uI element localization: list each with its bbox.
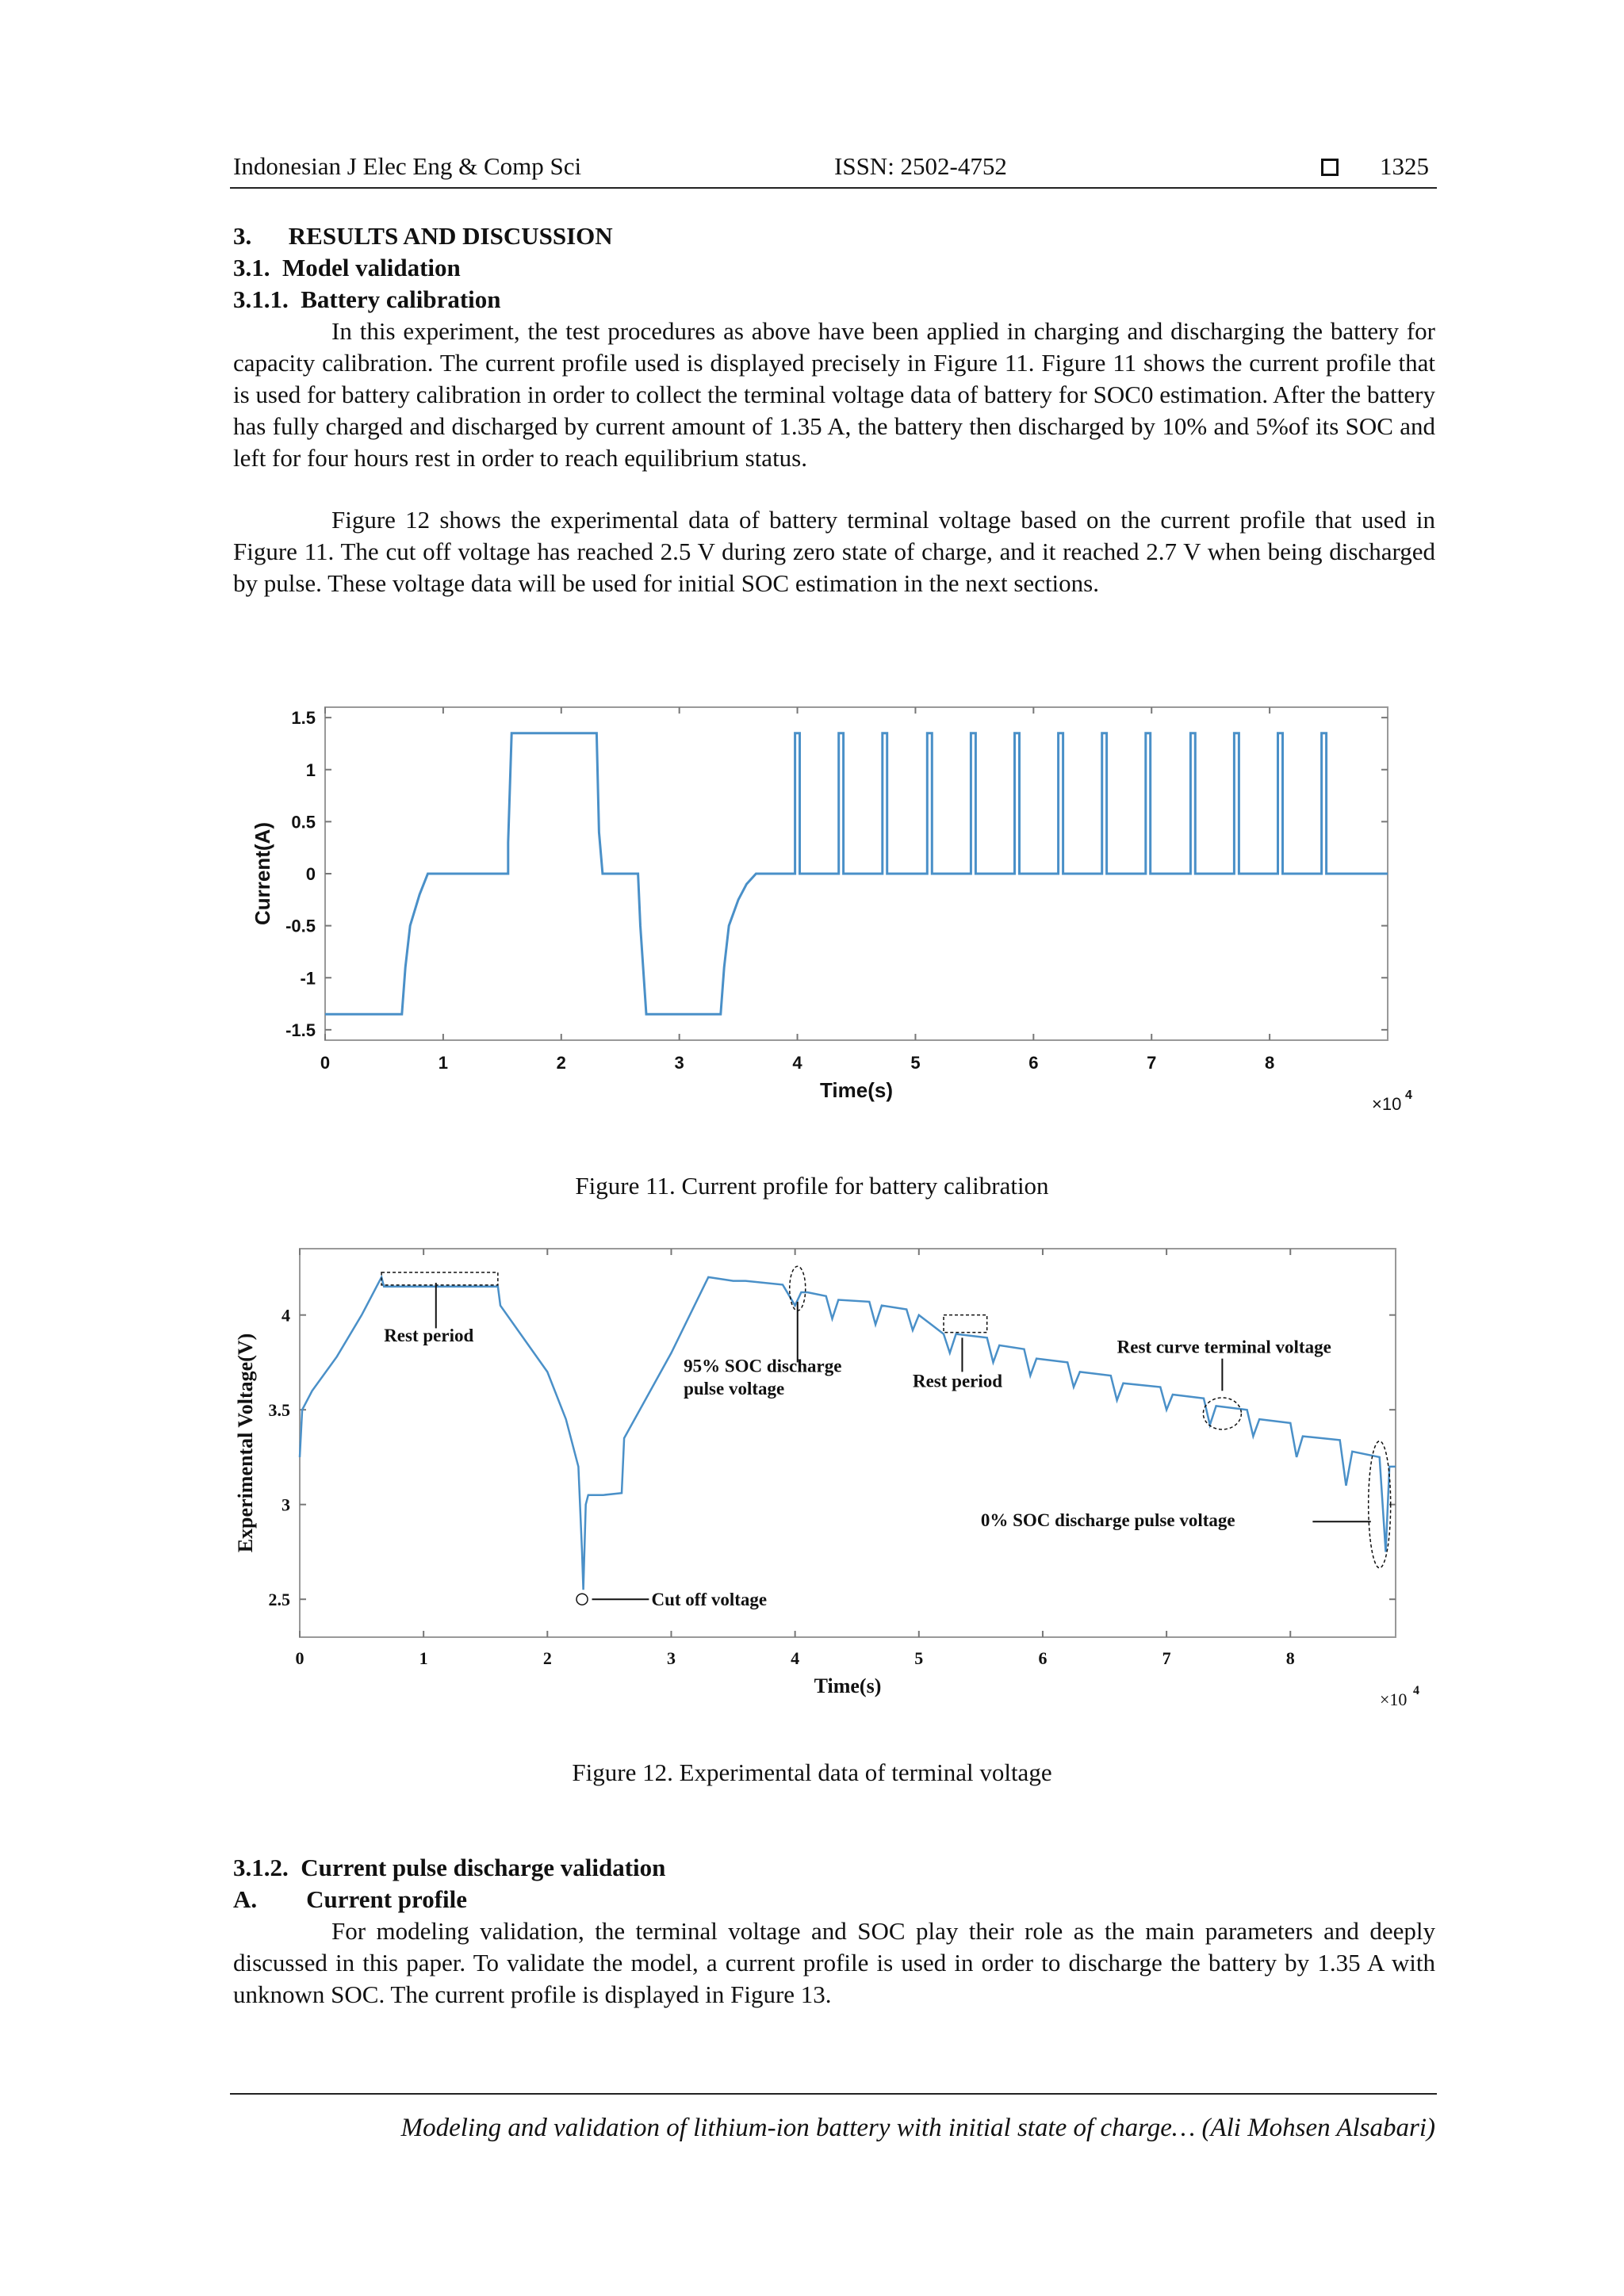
section-heading: 3. RESULTS AND DISCUSSION bbox=[233, 222, 613, 250]
y-tick-label: 0.5 bbox=[291, 812, 316, 832]
y-tick-label: -1.5 bbox=[285, 1020, 316, 1040]
annotation-rest-curve: Rest curve terminal voltage bbox=[1116, 1337, 1331, 1357]
y-axis-label: Current(A) bbox=[251, 822, 274, 925]
figure-12-caption: Figure 12. Experimental data of terminal voltage bbox=[572, 1758, 1052, 1786]
x-axis-label: Time(s) bbox=[820, 1078, 893, 1102]
page-marker bbox=[1321, 152, 1339, 181]
running-footer: Modeling and validation of lithium-ion battery with initial state of charge… (Ali Mohsen Alsabari) bbox=[400, 2114, 1435, 2142]
x-tick-label: 8 bbox=[1264, 1053, 1275, 1073]
rest-period-box-2 bbox=[944, 1315, 987, 1333]
x-tick-label: 2 bbox=[556, 1053, 566, 1073]
y-tick-label: 3 bbox=[282, 1494, 290, 1515]
x-tick-label: 0 bbox=[295, 1648, 304, 1668]
paragraph-current-profile: For modeling validation, the terminal voltage and SOC play their role as the main parameters and deeply discussed in this paper. To validate the model, a current profile is used in order to discharge the battery by 1.35 A with unknown SOC. The current profile is displayed in Figure 13. bbox=[233, 1917, 1435, 2008]
annotation-rest-period: Rest period bbox=[384, 1326, 474, 1346]
x-tick-label: 3 bbox=[674, 1053, 684, 1073]
subsubsection-heading: 3.1.1. Battery calibration bbox=[233, 285, 501, 313]
paragraph-calibration: In this experiment, the test procedures as above have been applied in charging and discharging the battery for capacity calibration. The current profile used is displayed precisely in Figure 11. Figure 11 shows the current profile that is used for battery calibration in order to collect the terminal voltage data of battery for SOC0 estimation. After the battery has fully charged and discharged by current amount of 1.35 A, the battery then discharged by 10% and 5%of its SOC and left for four hours rest in order to reach equilibrium status. bbox=[233, 317, 1435, 472]
y-tick-label: 2.5 bbox=[268, 1590, 290, 1610]
annotation-soc95: 95% SOC discharge bbox=[684, 1356, 842, 1376]
x-tick-label: 5 bbox=[910, 1053, 921, 1073]
y-axis-label: Experimental Voltage(V) bbox=[234, 1333, 257, 1553]
page-number: 1325 bbox=[1380, 152, 1429, 180]
subsection-heading: 3.1. Model validation bbox=[233, 254, 461, 281]
header-rule bbox=[230, 187, 1437, 189]
annotation-soc95-line2: pulse voltage bbox=[684, 1379, 785, 1399]
x-exponent: 4 bbox=[1405, 1089, 1412, 1102]
figure-12-chart bbox=[230, 1249, 1419, 1724]
rest-period-box bbox=[381, 1272, 498, 1285]
y-tick-label: -0.5 bbox=[285, 916, 316, 936]
x-tick-label: 1 bbox=[438, 1053, 449, 1073]
x-tick-label: 5 bbox=[914, 1648, 924, 1668]
subsection-a-heading: A. Current profile bbox=[233, 1885, 468, 1913]
y-tick-label: 1 bbox=[305, 760, 316, 780]
annotation-rest-period-2: Rest period bbox=[912, 1371, 1003, 1391]
annotation-cutoff: Cut off voltage bbox=[651, 1590, 768, 1610]
x-tick-label: 2 bbox=[542, 1648, 552, 1668]
x-tick-label: 1 bbox=[419, 1648, 428, 1668]
x-tick-label: 6 bbox=[1038, 1648, 1048, 1668]
y-tick-label: 4 bbox=[282, 1305, 290, 1326]
subsubsection-heading-2: 3.1.2. Current pulse discharge validation bbox=[233, 1854, 666, 1881]
x-exponent: 4 bbox=[1413, 1684, 1419, 1697]
x-tick-label: 3 bbox=[666, 1648, 676, 1668]
cutoff-marker bbox=[576, 1594, 588, 1605]
figure-12-plot bbox=[234, 1249, 1419, 1709]
x-tick-label: 6 bbox=[1028, 1053, 1039, 1073]
y-tick-label: -1 bbox=[300, 968, 316, 989]
voltage-series-line bbox=[300, 1277, 1396, 1590]
x-tick-label: 4 bbox=[792, 1053, 802, 1073]
x-tick-label: 8 bbox=[1285, 1648, 1295, 1668]
x-axis-label: Time(s) bbox=[814, 1674, 882, 1697]
figure-11-chart bbox=[246, 698, 1412, 1142]
figure-11-plot bbox=[251, 707, 1412, 1114]
paragraph-figure12: Figure 12 shows the experimental data of battery terminal voltage based on the current profile that used in Figure 11. The cut off voltage has reached 2.5 V during zero state of charge, and it reached 2.7 V when being discharged by pulse. These voltage data will be used for initial SOC estimation in the next sections. bbox=[233, 506, 1435, 597]
plot-frame bbox=[300, 1249, 1396, 1637]
x-tick-label: 7 bbox=[1162, 1648, 1171, 1668]
current-series-line bbox=[325, 733, 1388, 1014]
x-multiplier: ×10 bbox=[1372, 1094, 1402, 1114]
journal-name: Indonesian J Elec Eng & Comp Sci bbox=[233, 152, 582, 180]
annotation-soc0: 0% SOC discharge pulse voltage bbox=[980, 1510, 1235, 1531]
square-bullet-icon bbox=[1321, 159, 1339, 176]
x-tick-label: 7 bbox=[1147, 1053, 1157, 1073]
issn: ISSN: 2502-4752 bbox=[834, 152, 1007, 180]
rest-curve-ellipse bbox=[1203, 1398, 1241, 1429]
x-tick-label: 4 bbox=[791, 1648, 800, 1668]
y-tick-label: 3.5 bbox=[268, 1400, 290, 1421]
figure-11-caption: Figure 11. Current profile for battery calibration bbox=[575, 1172, 1049, 1200]
footer-rule bbox=[230, 2093, 1437, 2095]
x-multiplier: ×10 bbox=[1380, 1689, 1408, 1709]
x-tick-label: 0 bbox=[320, 1053, 331, 1073]
y-tick-label: 0 bbox=[305, 864, 316, 884]
y-tick-label: 1.5 bbox=[291, 708, 316, 729]
